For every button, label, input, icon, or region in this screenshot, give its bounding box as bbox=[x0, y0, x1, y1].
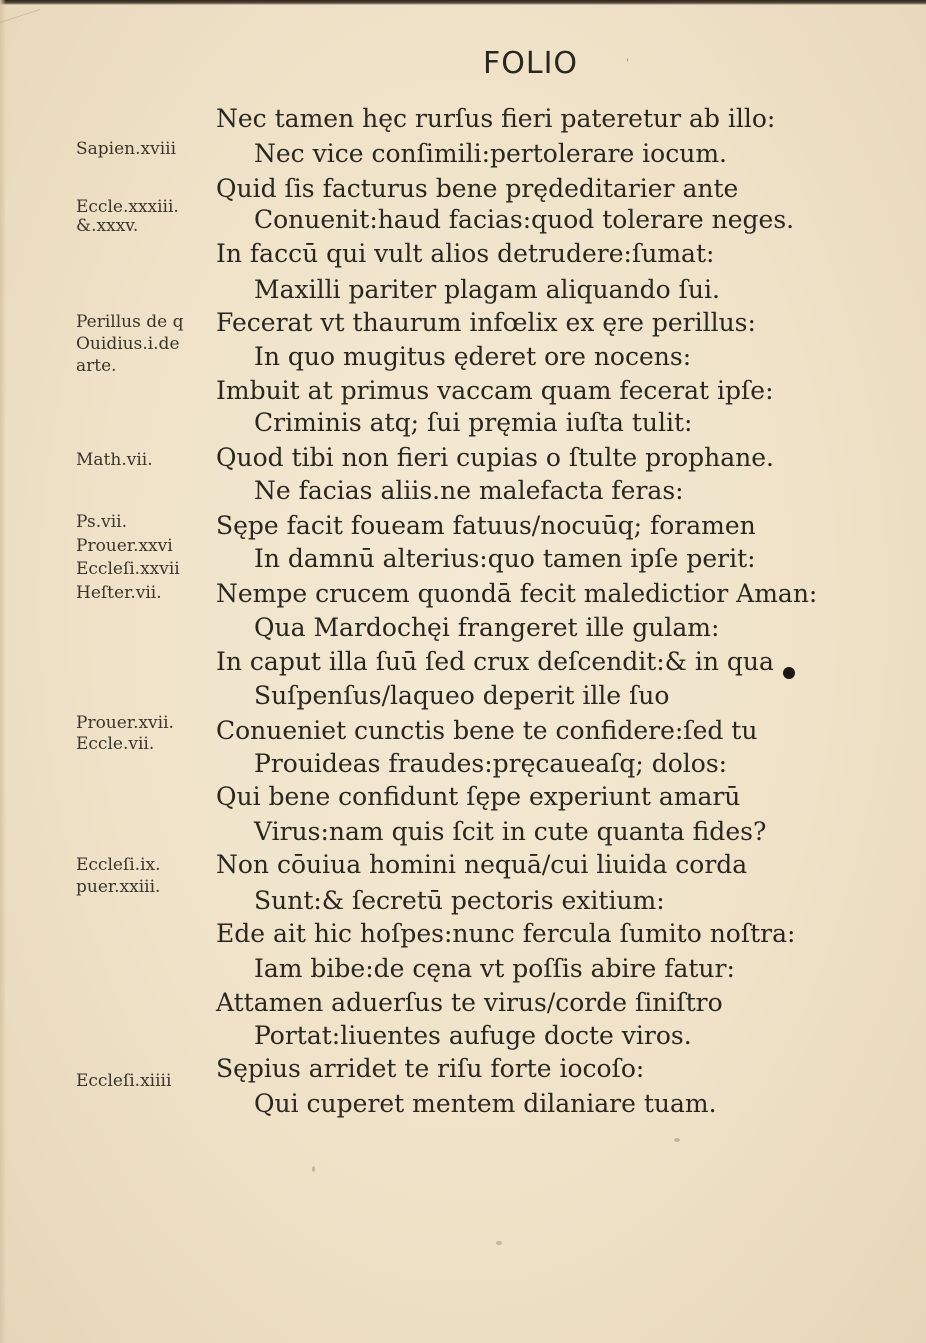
margin-note: Heſter.vii. bbox=[76, 583, 162, 603]
verse-line: Virus:nam quis ſcit in cute quanta fides? bbox=[254, 817, 767, 846]
verse-line: Portat:liuentes aufuge docte viros. bbox=[254, 1021, 692, 1050]
margin-note: Eccleſi.xxvii bbox=[76, 559, 180, 579]
verse-line: Nec tamen hęc rurſus fieri pateretur ab illo: bbox=[216, 104, 776, 133]
verse-line: Ede ait hic hoſpes:nunc fercula ſumito noſtra: bbox=[216, 919, 796, 948]
verse-line: Qua Mardochęi frangeret ille gulam: bbox=[254, 613, 720, 642]
verse-line: Nempe crucem quondā fecit maledictior Aman: bbox=[216, 579, 818, 608]
verse-line: In caput illa ſuū ſed crux deſcendit:& in qua bbox=[216, 647, 774, 676]
verse-line: Ne facias aliis.ne malefacta feras: bbox=[254, 476, 684, 505]
running-head: FOLIO bbox=[483, 46, 579, 81]
verse-line: Qui cuperet mentem dilaniare tuam. bbox=[254, 1089, 717, 1118]
margin-note: Ps.vii. bbox=[76, 512, 127, 532]
paper-speck bbox=[496, 1241, 502, 1245]
margin-note: Prouer.xvii. bbox=[76, 713, 174, 733]
page-left-edge bbox=[0, 0, 6, 1343]
verse-line: Quid ſis facturus bene prędeditarier ante bbox=[216, 174, 739, 203]
verse-line: Prouideas fraudes:pręcaueaſq; dolos: bbox=[254, 749, 728, 778]
verse-line: In faccū qui vult alios detrudere:ſumat: bbox=[216, 239, 715, 268]
verse-line: Sępe facit foueam fatuus/nocuūq; foramen bbox=[216, 511, 756, 540]
margin-note: puer.xxiii. bbox=[76, 877, 161, 897]
margin-note: Sapien.xviii bbox=[76, 139, 177, 159]
page-top-edge bbox=[0, 0, 926, 5]
verse-line: Sunt:& ſecretū pectoris exitium: bbox=[254, 886, 665, 915]
paper-speck bbox=[674, 1138, 680, 1142]
margin-note: Perillus de q bbox=[76, 312, 184, 332]
verse-line: Quod tibi non fieri cupias o ſtulte prophane. bbox=[216, 443, 774, 472]
margin-note: &.xxxv. bbox=[76, 216, 139, 236]
margin-note: Eccle.xxxiii. bbox=[76, 197, 179, 217]
verse-line: Fecerat vt thaurum infœlix ex ęre perillus: bbox=[216, 308, 756, 337]
corner-fold bbox=[0, 0, 40, 23]
paper-speck bbox=[312, 1166, 315, 1172]
margin-note: Eccleſi.ix. bbox=[76, 855, 161, 875]
verse-line: In damnū alterius:quo tamen ipſe perit: bbox=[254, 544, 756, 573]
verse-line: Iam bibe:de cęna vt poſſis abire fatur: bbox=[254, 954, 735, 983]
verse-line: Conuenit:haud facias:quod tolerare neges. bbox=[254, 205, 795, 234]
verse-line: Nec vice conſimili:pertolerare iocum. bbox=[254, 139, 727, 168]
verse-line: In quo mugitus ęderet ore nocens: bbox=[254, 342, 692, 371]
margin-note: Eccleſi.xiiii bbox=[76, 1071, 172, 1091]
verse-line: Sępius arridet te riſu forte iocoſo: bbox=[216, 1054, 645, 1083]
margin-note: Ouidius.i.de bbox=[76, 334, 180, 354]
verse-line: Attamen aduerſus te virus/corde ſiniſtro bbox=[216, 988, 723, 1017]
verse-line: Maxilli pariter plagam aliquando ſui. bbox=[254, 275, 720, 304]
verse-line: Qui bene confidunt ſępe experiunt amarū bbox=[216, 782, 741, 811]
ink-blot bbox=[783, 667, 795, 679]
margin-note: Prouer.xxvi bbox=[76, 536, 173, 556]
verse-line: Criminis atq; ſui pręmia iuſta tulit: bbox=[254, 408, 693, 437]
head-mark: ' bbox=[626, 58, 629, 69]
verse-line: Conueniet cunctis bene te confidere:ſed tu bbox=[216, 716, 758, 745]
verse-line: Suſpenſus/laqueo deperit ille ſuo bbox=[254, 681, 670, 710]
margin-note: Math.vii. bbox=[76, 450, 153, 470]
margin-note: arte. bbox=[76, 356, 117, 376]
verse-line: Non cōuiua homini nequā/cui liuida corda bbox=[216, 850, 748, 879]
margin-note: Eccle.vii. bbox=[76, 734, 155, 754]
verse-line: Imbuit at primus vaccam quam fecerat ipſe: bbox=[216, 376, 774, 405]
